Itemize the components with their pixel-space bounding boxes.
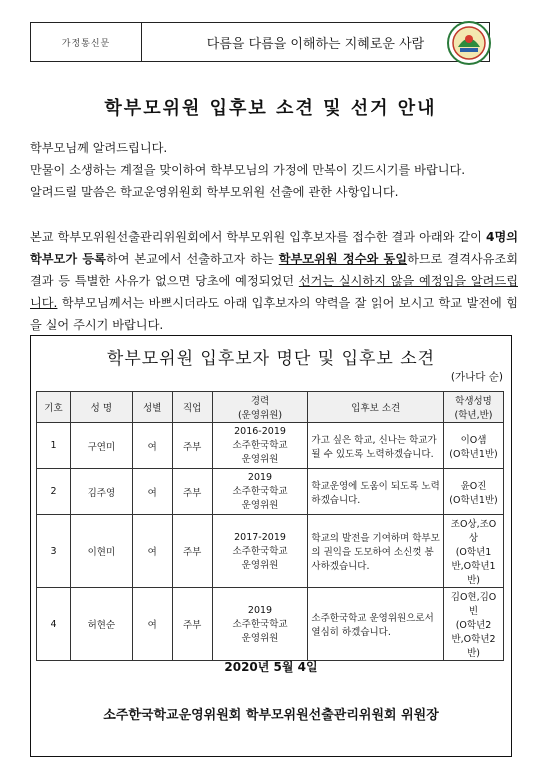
school-motto: 다름을 다름을 이해하는 지혜로운 사람 (206, 36, 425, 52)
candidate-list-title: 학부모위원 입후보자 명단 및 입후보 소견 (106, 349, 436, 369)
cell-gender: 여 (132, 469, 172, 515)
candidate-list-box (30, 335, 512, 757)
header-job: 직업 (172, 392, 212, 423)
cell-opinion: 학교의 발전을 기여하며 학부모의 권익을 도모하여 소신껏 봉사하겠습니다. (308, 515, 444, 588)
table-row (37, 515, 504, 588)
body-text-2: 하여 본교에서 선출하고자 하는 (105, 252, 279, 266)
cell-job: 주부 (172, 515, 212, 588)
header-gender: 성별 (132, 392, 172, 423)
order-note: (가나다 순) (450, 371, 503, 383)
body-emphasis-quota: 학부모위원 정수와 동일 (278, 252, 408, 266)
table-header-row (37, 392, 504, 423)
body-emphasis-no-election: 선거는 실시하지 않을 예정임을 알려드립니다. (30, 274, 518, 310)
cell-student: 김O현,김O빈 (O학년2반,O학년2반) (444, 588, 504, 661)
page-title: 학부모위원 입후보 소견 및 선거 안내 (104, 98, 437, 119)
issue-date: 2020년 5월 4일 (224, 660, 318, 674)
body-text-1: 본교 학부모위원선출관리위원회에서 학부모위원 입후보자를 접수한 결과 아래와 같이 (30, 230, 486, 244)
cell-gender: 여 (132, 515, 172, 588)
intro-line-2: 만물이 소생하는 계절을 맞이하여 학부모님의 가정에 만복이 깃드시기를 바랍니다. (30, 163, 466, 177)
body-text-3: 하므로 결격사유조회 결과 등 특별한 사유가 없으면 당초에 예정되었던 (30, 252, 518, 288)
cell-student: 조O상,조O상 (O학년1반,O학년1반) (444, 515, 504, 588)
cell-opinion: 가고 싶은 학교, 신나는 학교가 될 수 있도록 노력하겠습니다. (308, 423, 444, 469)
letterhead (30, 22, 490, 62)
newsletter-tag: 가정통신문 (31, 23, 142, 61)
intro-paragraph (30, 137, 518, 203)
cell-opinion: 학교운영에 도움이 되도록 노력하겠습니다. (308, 469, 444, 515)
header-no: 기호 (37, 392, 71, 423)
announcement-paragraph (30, 226, 518, 336)
cell-job: 주부 (172, 469, 212, 515)
header-career: 경력 (운영위원) (212, 392, 308, 423)
cell-name: 김주영 (70, 469, 132, 515)
body-text-4: 학부모님께서는 바쁘시더라도 아래 입후보자의 약력을 잘 읽어 보시고 학교 발전에 힘을 실어 주시기 바랍니다. (30, 296, 518, 332)
cell-no: 4 (37, 588, 71, 661)
school-emblem-icon (446, 20, 492, 66)
table-row (37, 588, 504, 661)
cell-no: 2 (37, 469, 71, 515)
cell-student: 윤O진 (O학년1반) (444, 469, 504, 515)
body-emphasis-registered: 4명의 학부모가 등록 (30, 230, 518, 266)
header-student: 학생성명 (학년,반) (444, 392, 504, 423)
cell-career: 2016-2019 소주한국학교 운영위원 (212, 423, 308, 469)
cell-opinion: 소주한국학교 운영위원으로서 열심히 하겠습니다. (308, 588, 444, 661)
intro-line-1: 학부모님께 알려드립니다. (30, 141, 168, 155)
cell-career: 2019 소주한국학교 운영위원 (212, 588, 308, 661)
cell-name: 이현미 (70, 515, 132, 588)
cell-no: 1 (37, 423, 71, 469)
cell-name: 구연미 (70, 423, 132, 469)
candidate-table (36, 391, 504, 661)
header-name: 성 명 (70, 392, 132, 423)
table-row (37, 469, 504, 515)
signature-line: 소주한국학교운영위원회 학부모위원선출관리위원회 위원장 (103, 708, 439, 723)
cell-no: 3 (37, 515, 71, 588)
cell-job: 주부 (172, 423, 212, 469)
cell-job: 주부 (172, 588, 212, 661)
cell-career: 2017-2019 소주한국학교 운영위원 (212, 515, 308, 588)
cell-gender: 여 (132, 423, 172, 469)
cell-career: 2019 소주한국학교 운영위원 (212, 469, 308, 515)
header-opinion: 입후보 소견 (308, 392, 444, 423)
cell-student: 이O샘 (O학년1반) (444, 423, 504, 469)
table-row (37, 423, 504, 469)
cell-gender: 여 (132, 588, 172, 661)
intro-line-3: 알려드릴 말씀은 학교운영위원회 학부모위원 선출에 관한 사항입니다. (30, 185, 399, 199)
cell-name: 허현순 (70, 588, 132, 661)
